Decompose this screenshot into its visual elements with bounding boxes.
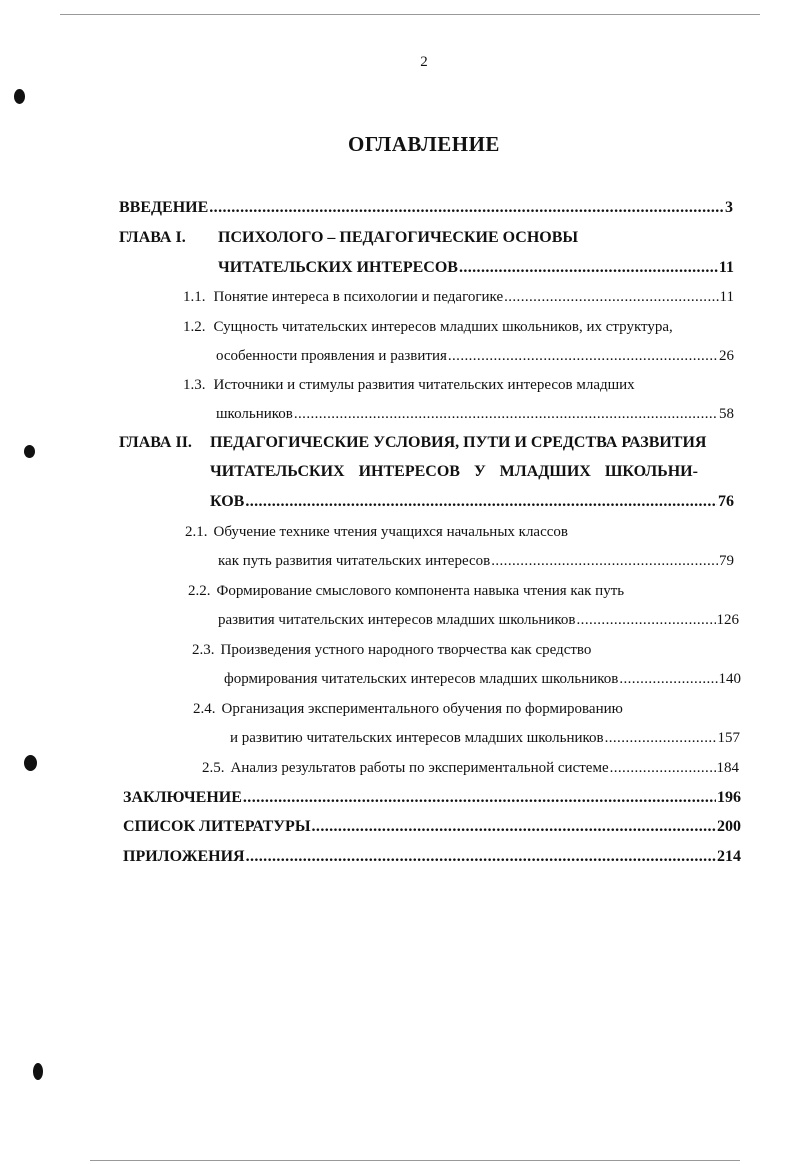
toc-entry-section-2-4 bbox=[193, 695, 623, 723]
section-number: 2.2. bbox=[188, 583, 211, 599]
section-title: Произведения устного народного творчества как средство bbox=[220, 642, 592, 658]
toc-entry-section-2-3-cont bbox=[224, 665, 741, 693]
toc-page-number: 200 bbox=[717, 818, 741, 835]
chapter-1-title-line1: ПСИХОЛОГО – ПЕДАГОГИЧЕСКИЕ ОСНОВЫ bbox=[218, 229, 579, 246]
toc-entry-chapter-2 bbox=[210, 488, 734, 516]
section-title: Обучение технике чтения учащихся начальных классов bbox=[213, 524, 568, 540]
chapter-2-title-line3: КОВ bbox=[210, 493, 245, 510]
section-title-line2: развития читательских интересов младших школьников bbox=[218, 612, 576, 628]
section-title: Формирование смыслового компонента навыка чтения как путь bbox=[216, 583, 625, 599]
title-word: ШКОЛЬНИ- bbox=[604, 463, 698, 480]
toc-entry-section-1-3-cont bbox=[216, 400, 734, 428]
leader-dots bbox=[577, 606, 716, 634]
title-word: ИНТЕРЕСОВ bbox=[358, 463, 460, 480]
chapter-2-label: ГЛАВА II. bbox=[119, 434, 192, 451]
section-number: 2.3. bbox=[192, 642, 215, 658]
toc-entry-section-2-4-cont bbox=[230, 724, 740, 752]
leader-dots bbox=[243, 784, 716, 812]
leader-dots bbox=[294, 400, 718, 428]
chapter-2-title-line1: ПЕДАГОГИЧЕСКИЕ УСЛОВИЯ, ПУТИ И СРЕДСТВА РАЗВИТИЯ bbox=[210, 434, 707, 451]
toc-page-number: 58 bbox=[719, 406, 734, 422]
toc-page-number: 11 bbox=[719, 289, 734, 305]
binding-hole-mark bbox=[24, 445, 35, 458]
leader-dots bbox=[245, 488, 717, 516]
section-title: Понятие интереса в психологии и педагогике bbox=[213, 289, 504, 305]
toc-page-number: 214 bbox=[717, 848, 741, 865]
chapter-1-title-line2: ЧИТАТЕЛЬСКИХ ИНТЕРЕСОВ bbox=[218, 259, 458, 276]
page-number: 2 bbox=[420, 54, 428, 70]
toc-entry-section-1-2 bbox=[183, 313, 673, 341]
section-number: 1.3. bbox=[183, 377, 206, 393]
toc-entry-label: ВВЕДЕНИЕ bbox=[119, 199, 209, 216]
leader-dots bbox=[312, 813, 716, 841]
toc-entry-bibliography bbox=[123, 813, 741, 841]
leader-dots bbox=[491, 547, 718, 575]
section-number: 2.4. bbox=[193, 701, 216, 717]
toc-entry-section-2-3 bbox=[192, 636, 591, 664]
section-title: Анализ результатов работы по экспериментальной системе bbox=[230, 760, 609, 776]
leader-dots bbox=[209, 194, 724, 222]
section-title-line2: формирования читательских интересов младших школьников bbox=[224, 671, 619, 687]
section-number: 1.1. bbox=[183, 289, 206, 305]
leader-dots bbox=[619, 665, 717, 693]
leader-dots bbox=[246, 843, 716, 871]
section-title: Сущность читательских интересов младших школьников, их структура, bbox=[213, 319, 673, 335]
toc-entry-conclusion bbox=[123, 784, 741, 812]
toc-entry-chapter-1 bbox=[218, 254, 734, 282]
title-word: ЧИТАТЕЛЬСКИХ bbox=[210, 463, 345, 480]
section-title: Источники и стимулы развития читательских интересов младших bbox=[213, 377, 635, 393]
toc-page-number: 184 bbox=[716, 760, 739, 776]
toc-entry-appendices bbox=[123, 843, 741, 871]
toc-page-number: 157 bbox=[717, 730, 740, 746]
toc-entry-section-1-2-cont bbox=[216, 342, 734, 370]
toc-entry-label: ЗАКЛЮЧЕНИЕ bbox=[123, 789, 242, 806]
section-number: 2.1. bbox=[185, 524, 208, 540]
toc-page-number: 196 bbox=[717, 789, 741, 806]
toc-entry-label: СПИСОК ЛИТЕРАТУРЫ bbox=[123, 818, 311, 835]
section-title-line2: особенности проявления и развития bbox=[216, 348, 447, 364]
toc-entry-section-2-1 bbox=[185, 518, 568, 546]
binding-hole-mark bbox=[24, 755, 37, 771]
section-title-line2: школьников bbox=[216, 406, 293, 422]
chapter-2-title-line2 bbox=[210, 458, 698, 486]
title-word: У bbox=[473, 463, 486, 480]
binding-hole-mark bbox=[33, 1063, 43, 1080]
chapter-1-label: ГЛАВА I. bbox=[119, 229, 186, 246]
section-number: 2.5. bbox=[202, 760, 225, 776]
toc-entry-section-2-5 bbox=[202, 754, 739, 782]
section-number: 1.2. bbox=[183, 319, 206, 335]
leader-dots bbox=[459, 254, 718, 282]
toc-page-number: 3 bbox=[725, 199, 733, 216]
toc-page-number: 76 bbox=[718, 493, 734, 510]
scan-edge-bottom bbox=[90, 1160, 740, 1161]
section-title-line2: как путь развития читательских интересов bbox=[218, 553, 491, 569]
toc-entry-section-1-3 bbox=[183, 371, 635, 399]
toc-page-number: 126 bbox=[716, 612, 739, 628]
section-title: Организация экспериментального обучения по формированию bbox=[221, 701, 623, 717]
toc-entry-section-2-2 bbox=[188, 577, 624, 605]
toc-page-number: 26 bbox=[719, 348, 734, 364]
title-word: МЛАДШИХ bbox=[499, 463, 591, 480]
toc-page-number: 79 bbox=[719, 553, 734, 569]
toc-entry-section-2-2-cont bbox=[218, 606, 739, 634]
toc-entry-section-1-1 bbox=[183, 283, 734, 311]
leader-dots bbox=[448, 342, 718, 370]
binding-hole-mark bbox=[14, 89, 25, 104]
toc-entry-label: ПРИЛОЖЕНИЯ bbox=[123, 848, 245, 865]
scan-edge-top bbox=[60, 14, 760, 15]
leader-dots bbox=[605, 724, 717, 752]
leader-dots bbox=[610, 754, 716, 782]
toc-entry-intro bbox=[119, 194, 733, 222]
leader-dots bbox=[504, 283, 718, 311]
toc-page-number: 11 bbox=[718, 259, 734, 276]
toc-entry-section-2-1-cont bbox=[218, 547, 734, 575]
section-title-line2: и развитию читательских интересов младших школьников bbox=[230, 730, 604, 746]
toc-page-number: 140 bbox=[718, 671, 741, 687]
page-title: ОГЛАВЛЕНИЕ bbox=[348, 132, 500, 156]
